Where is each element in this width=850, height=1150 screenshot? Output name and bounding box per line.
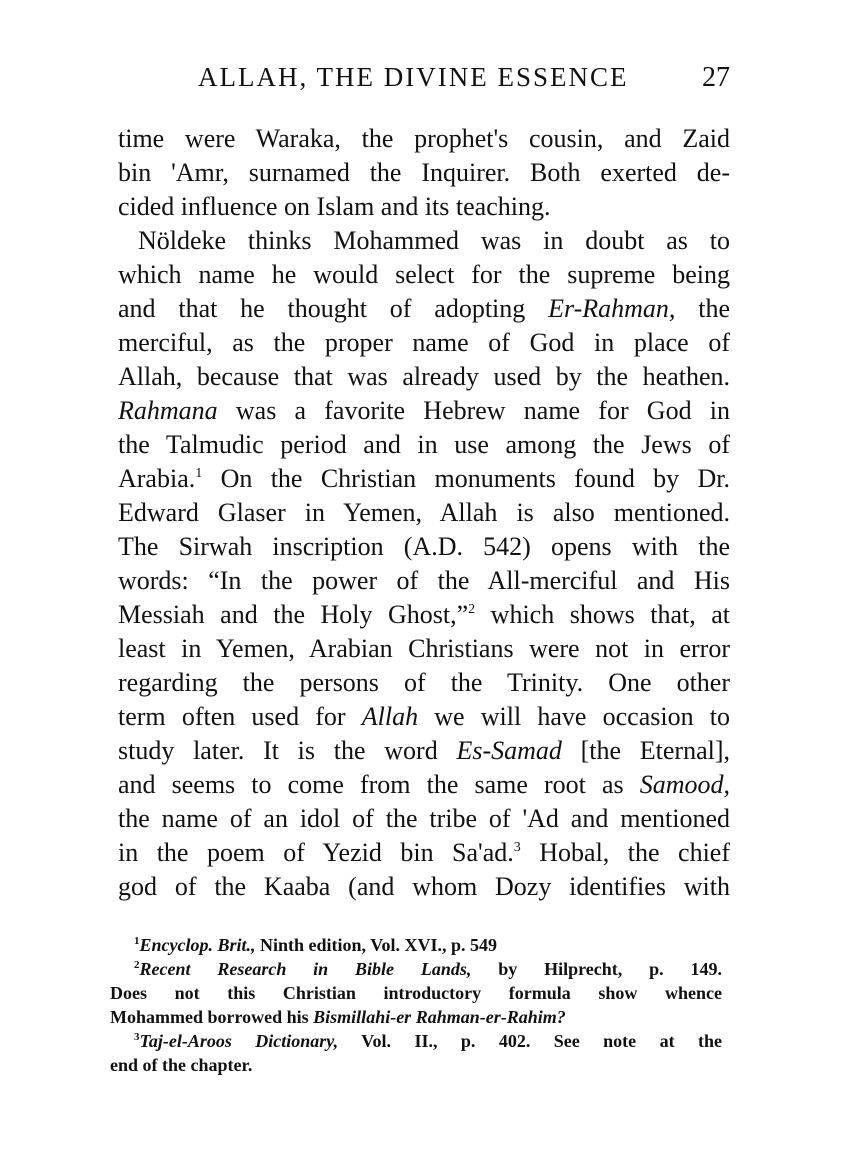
- text-span: the Talmudic period and in use among the Jews of: [118, 430, 730, 459]
- text-line: [118, 734, 730, 768]
- text-span: Mohammed borrowed his: [110, 1007, 314, 1027]
- footnote-ref: 3: [513, 840, 521, 855]
- text-span: and seems to come from the same root as: [118, 770, 640, 799]
- text-line: [118, 768, 730, 802]
- footnote-ref: 1: [195, 466, 203, 481]
- text-span: which shows that, at: [475, 600, 730, 629]
- italic-term: Samood,: [639, 770, 730, 799]
- text-line: [118, 598, 730, 632]
- text-line: [118, 496, 730, 530]
- text-span: end of the chapter.: [110, 1055, 253, 1075]
- running-head: ALLAH, THE DIVINE ESSENCE: [198, 62, 629, 92]
- text-span: in the poem of Yezid bin Sa'ad.: [118, 838, 514, 867]
- text-span: time were Waraka, the prophet's cousin, and Zaid: [118, 124, 730, 153]
- text-span: study later. It is the word: [118, 736, 457, 765]
- text-line: [118, 564, 730, 598]
- text-line: [118, 530, 730, 564]
- text-line: [118, 122, 730, 156]
- footnote-2: [110, 957, 722, 981]
- text-line: [118, 462, 730, 496]
- italic-term: Recent Research in Bible Lands,: [139, 959, 472, 979]
- text-span: least in Yemen, Arabian Christians were not in error: [118, 634, 730, 663]
- text-line: [118, 326, 730, 360]
- text-span: Hobal, the chief: [520, 838, 730, 867]
- italic-term: Taj-el-Aroos Dictionary,: [139, 1031, 339, 1051]
- footnotes: [110, 933, 722, 1077]
- text-span: Does not this Christian introductory formula show whence: [110, 983, 722, 1003]
- text-line: [118, 870, 730, 904]
- text-span: Arabia.: [118, 464, 196, 493]
- italic-term: Es-Samad: [456, 736, 562, 765]
- text-span: and that he thought of adopting: [118, 294, 549, 323]
- text-line: [118, 700, 730, 734]
- text-line: [118, 836, 730, 870]
- footnote-3-cont: [110, 1053, 722, 1077]
- text-span: Messiah and the Holy Ghost,”: [118, 600, 469, 629]
- italic-term: Allah: [361, 702, 419, 731]
- text-span: regarding the persons of the Trinity. One other: [118, 668, 730, 697]
- text-span: On the Christian monuments found by Dr.: [202, 464, 730, 493]
- text-span: bin 'Amr, surnamed the Inquirer. Both exerted de-: [118, 158, 730, 187]
- text-span: which name he would select for the supreme being: [118, 260, 730, 289]
- footnote-2-cont: [110, 981, 722, 1005]
- text-span: we will have occasion to: [418, 702, 730, 731]
- italic-term: Bismillahi-er Rahman-er-Rahim?: [313, 1007, 566, 1027]
- text-line: [118, 802, 730, 836]
- footnote-ref: 2: [468, 602, 476, 617]
- text-span: Allah, because that was already used by the heathen.: [118, 362, 730, 391]
- footnote-1: [110, 933, 722, 957]
- italic-term: Rahmana: [118, 396, 218, 425]
- footnote-marker: 1: [134, 935, 140, 947]
- text-span: The Sirwah inscription (A.D. 542) opens with the: [118, 532, 730, 561]
- footnote-2-cont: [110, 1005, 722, 1029]
- italic-term: Er-Rahman,: [548, 294, 676, 323]
- text-span: Vol. II., p. 402. See note at the: [338, 1031, 722, 1051]
- text-line: [118, 666, 730, 700]
- text-span: was a favorite Hebrew name for God in: [217, 396, 730, 425]
- text-line: [118, 258, 730, 292]
- text-line: [118, 156, 730, 190]
- footnote-marker: 3: [134, 1031, 140, 1043]
- text-line: [118, 224, 730, 258]
- italic-term: Encyclop. Brit.,: [139, 935, 256, 955]
- text-span: by Hilprecht, p. 149.: [471, 959, 722, 979]
- page-header: [118, 62, 730, 106]
- text-span: [the Eternal],: [561, 736, 730, 765]
- text-span: Ninth edition, Vol. XVI., p. 549: [255, 935, 498, 955]
- text-line: [118, 394, 730, 428]
- text-span: term often used for: [118, 702, 362, 731]
- text-line: [118, 292, 730, 326]
- body-text: [118, 122, 730, 904]
- footnote-marker: 2: [134, 959, 140, 971]
- text-span: words: “In the power of the All-merciful and His: [118, 566, 730, 595]
- footnote-3: [110, 1029, 722, 1053]
- text-span: merciful, as the proper name of God in place of: [118, 328, 730, 357]
- text-line: [118, 360, 730, 394]
- page-number: 27: [702, 62, 730, 93]
- text-line: [118, 632, 730, 666]
- text-span: cided influence on Islam and its teaching.: [118, 192, 551, 221]
- text-span: the name of an idol of the tribe of 'Ad and mentioned: [118, 804, 730, 833]
- text-span: god of the Kaaba (and whom Dozy identifies with: [118, 872, 730, 901]
- text-span: Nöldeke thinks Mohammed was in doubt as to: [138, 226, 730, 255]
- text-line: [118, 190, 730, 224]
- text-line: [118, 428, 730, 462]
- text-span: Edward Glaser in Yemen, Allah is also mentioned.: [118, 498, 730, 527]
- text-span: the: [675, 294, 730, 323]
